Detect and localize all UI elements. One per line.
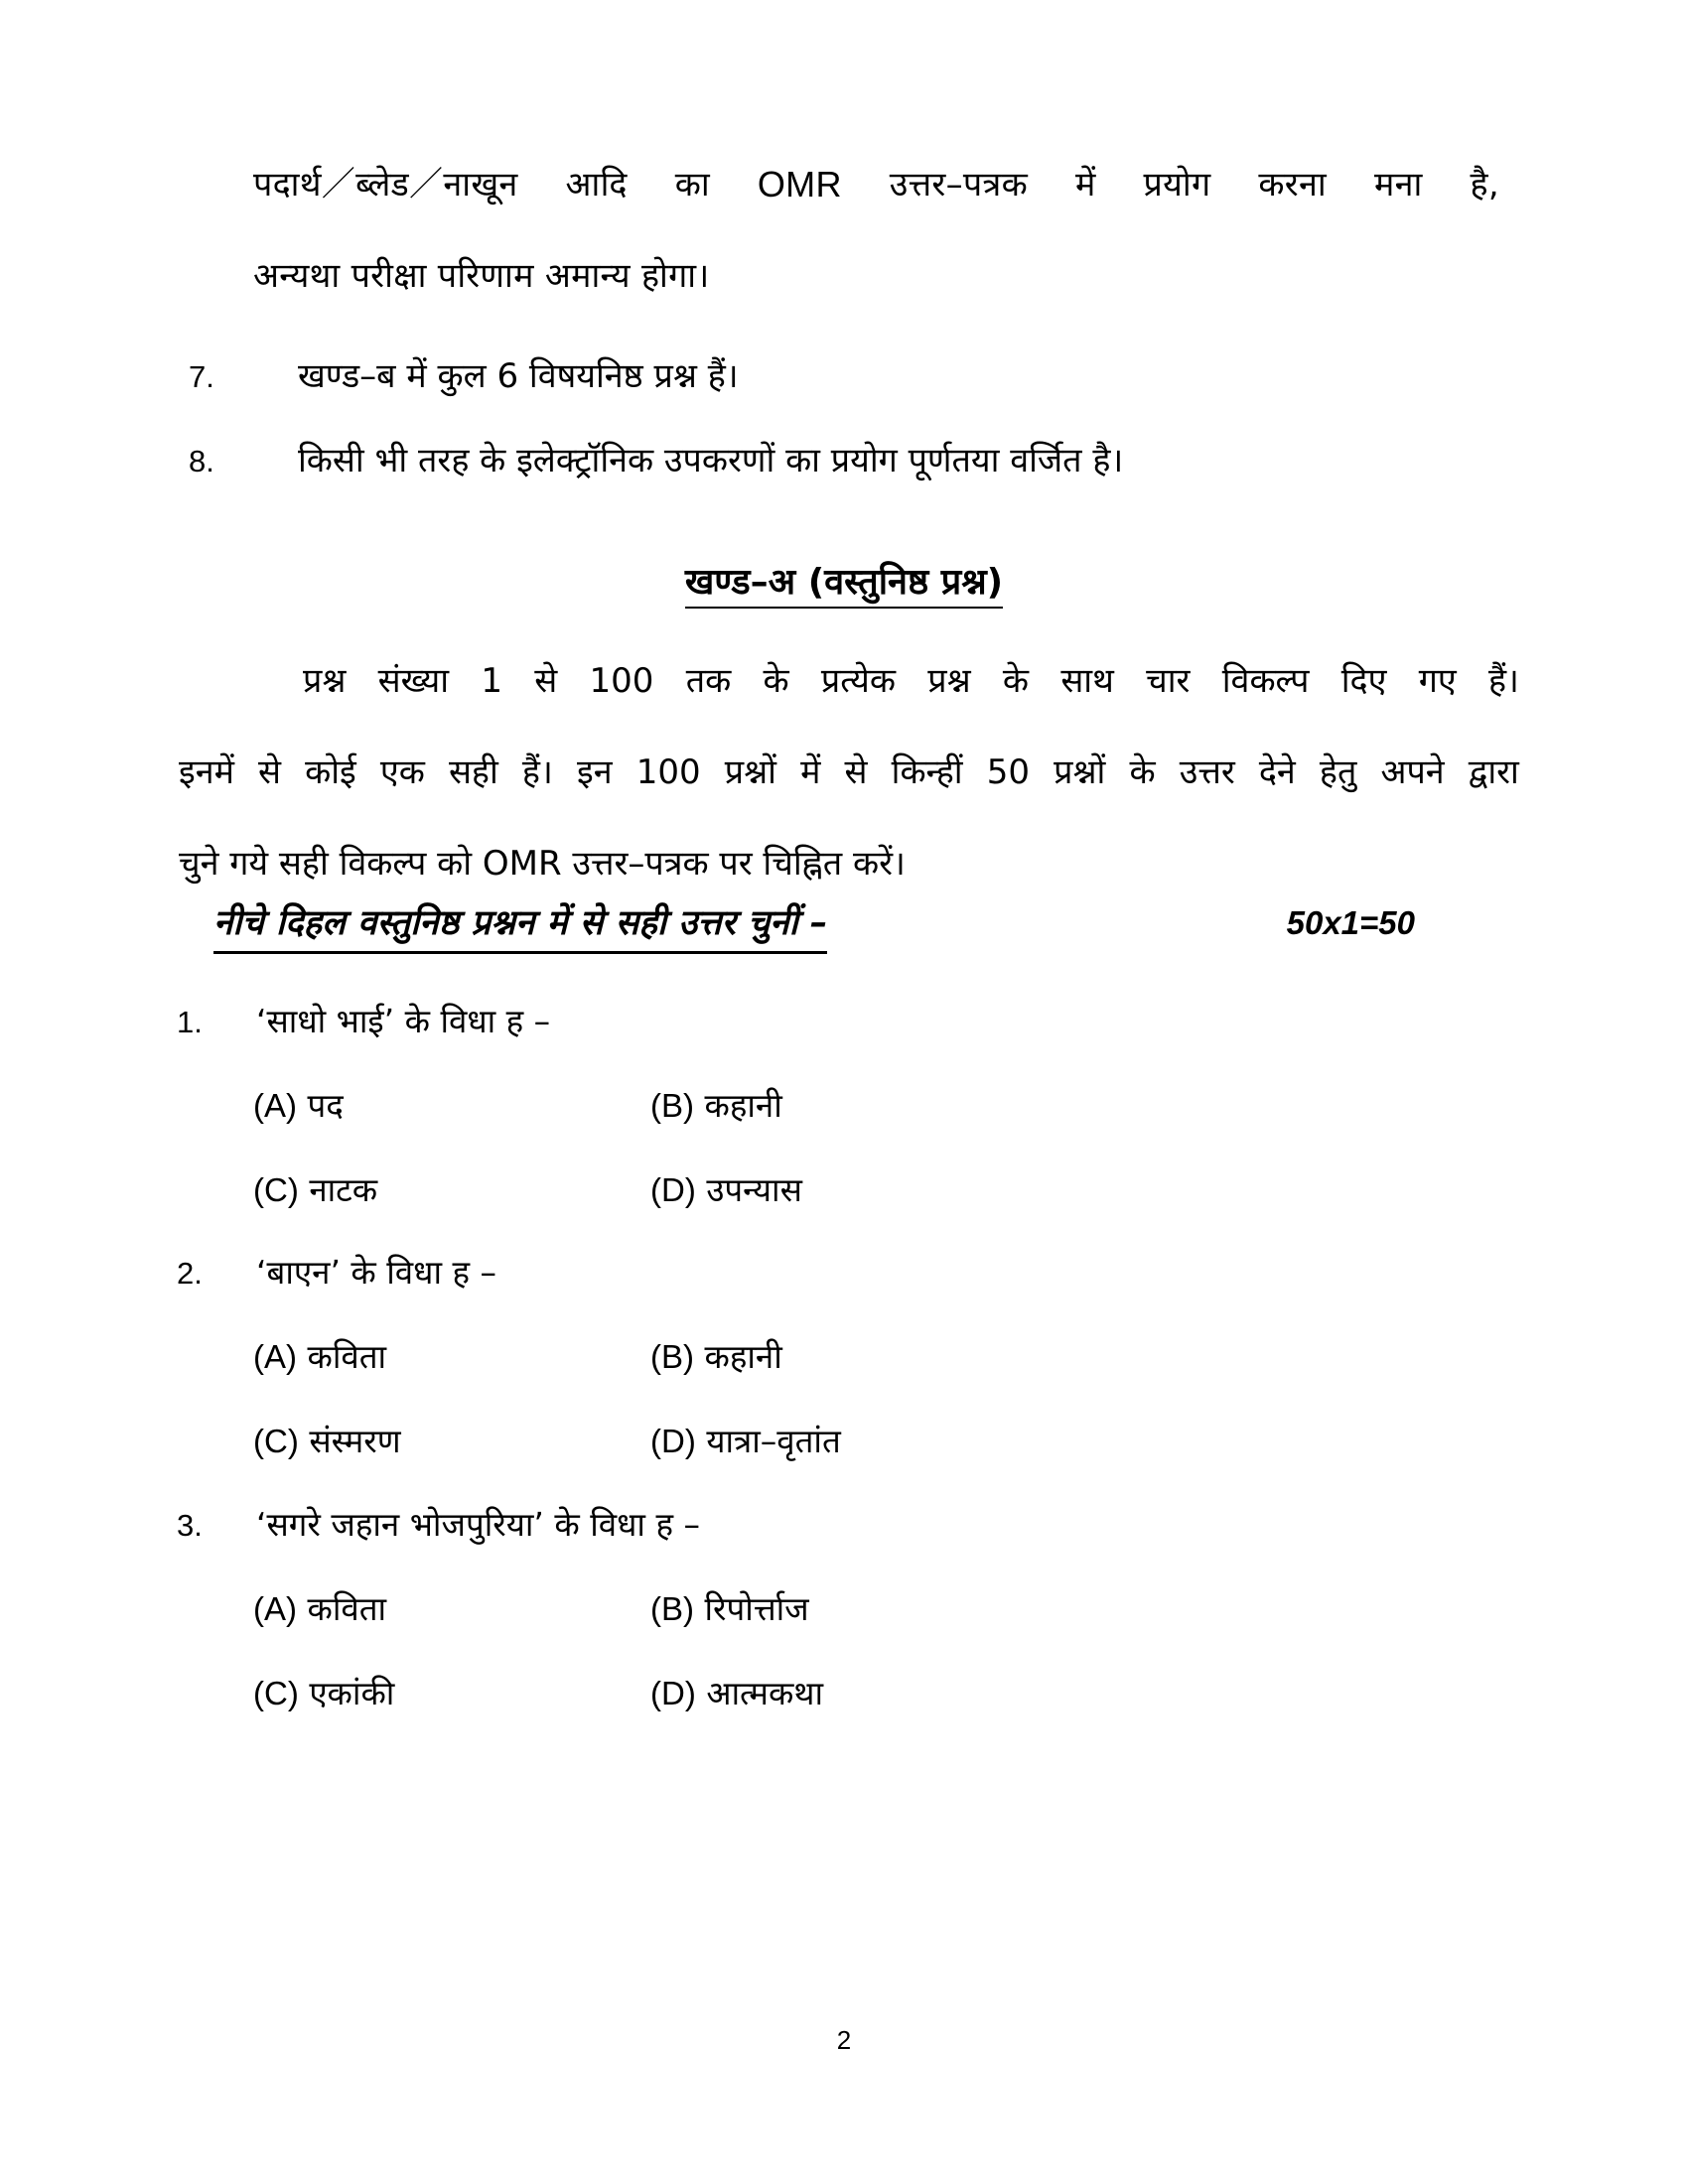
option-text: उपन्यास bbox=[706, 1170, 802, 1209]
para-word: द्वारा bbox=[1468, 752, 1519, 792]
para-word: 100 bbox=[635, 752, 701, 792]
question-number: 3. bbox=[177, 1508, 203, 1543]
para-word: कोई bbox=[305, 752, 356, 792]
para-word: इन bbox=[577, 752, 613, 792]
question-2 bbox=[177, 1249, 1539, 1294]
para-word: प्रत्येक bbox=[820, 661, 896, 701]
instruction-number: 7. bbox=[189, 359, 214, 394]
para-word: से bbox=[534, 661, 558, 701]
option-text: कहानी bbox=[704, 1337, 782, 1376]
para-word: विकल्प bbox=[1221, 661, 1310, 701]
option-label: (C) bbox=[253, 1675, 299, 1711]
option-label: (A) bbox=[253, 1338, 297, 1375]
para-word: हेतु bbox=[1319, 752, 1357, 792]
question-number: 2. bbox=[177, 1256, 203, 1291]
question-text: ‘बाएन’ के विधा ह – bbox=[256, 1253, 496, 1292]
para-word: सही bbox=[448, 752, 498, 792]
para-word: देने bbox=[1258, 752, 1296, 792]
para-word: प्रश्नों bbox=[724, 752, 776, 792]
cont-word-2: आदि bbox=[565, 165, 628, 205]
cont-word-9: है, bbox=[1470, 165, 1499, 205]
para-word: तक bbox=[685, 661, 732, 701]
question-3-options-row-2 bbox=[253, 1670, 1539, 1714]
option-d[interactable] bbox=[650, 1670, 823, 1714]
para-word: किन्हीं bbox=[891, 752, 963, 792]
para-word: 50 bbox=[986, 752, 1030, 792]
option-a[interactable] bbox=[253, 1585, 650, 1630]
option-label: (C) bbox=[253, 1423, 299, 1459]
option-b[interactable] bbox=[650, 1333, 782, 1378]
continued-instruction-line-2: अन्यथा परीक्षा परिणाम अमान्य होगा। bbox=[253, 256, 710, 296]
option-label: (A) bbox=[253, 1087, 297, 1124]
option-text: आत्मकथा bbox=[706, 1674, 824, 1712]
option-label: (D) bbox=[650, 1423, 696, 1459]
page-number: 2 bbox=[836, 2025, 852, 2055]
section-heading-text: खण्ड–अ (वस्तुनिष्ठ प्रश्न) bbox=[685, 562, 1003, 609]
question-3 bbox=[177, 1501, 1539, 1546]
para-word: से bbox=[844, 752, 868, 792]
option-text: एकांकी bbox=[309, 1674, 395, 1712]
instruction-text: खण्ड–ब में कुल 6 विषयनिष्ठ प्रश्न हैं। bbox=[298, 356, 739, 396]
option-text: कविता bbox=[307, 1589, 387, 1628]
cont-word-1: पदार्थ／ब्लेड／नाखून bbox=[253, 165, 518, 205]
para-word: में bbox=[800, 752, 821, 792]
intro-paragraph-line-2 bbox=[179, 727, 1519, 818]
option-label: (B) bbox=[650, 1338, 694, 1375]
option-text: संस्मरण bbox=[309, 1422, 401, 1460]
para-word: 100 bbox=[589, 661, 654, 701]
option-c[interactable] bbox=[253, 1418, 650, 1462]
option-text: रिपोर्त्ताज bbox=[704, 1589, 809, 1628]
directive-row bbox=[213, 898, 1509, 954]
cont-word-8: मना bbox=[1373, 165, 1423, 205]
question-1-options-row-2 bbox=[253, 1166, 1539, 1211]
cont-word-omr: OMR bbox=[757, 164, 842, 205]
para-word: के bbox=[1129, 752, 1156, 792]
question-2-options-row-1 bbox=[253, 1333, 1539, 1378]
instruction-text: किसी भी तरह के इलेक्ट्रॉनिक उपकरणों का प्रयोग पूर्णतया वर्जित है। bbox=[298, 441, 1124, 480]
option-label: (D) bbox=[650, 1171, 696, 1208]
para-word: हैं। bbox=[521, 752, 553, 792]
para-word: उत्तर bbox=[1179, 752, 1235, 792]
cont-word-4: उत्तर–पत्रक bbox=[889, 165, 1029, 205]
para-word: संख्या bbox=[377, 661, 450, 701]
cont-word-5: में bbox=[1074, 165, 1096, 205]
continued-instruction-block bbox=[253, 139, 1499, 322]
intro-paragraph-line-3: चुने गये सही विकल्प को OMR उत्तर–पत्रक पर चिह्नित करें। bbox=[179, 844, 906, 884]
option-a[interactable] bbox=[253, 1333, 650, 1378]
option-a[interactable] bbox=[253, 1082, 650, 1127]
option-label: (B) bbox=[650, 1590, 694, 1627]
para-word: गए bbox=[1418, 661, 1457, 701]
question-1-options-row-1 bbox=[253, 1082, 1539, 1127]
cont-word-6: प्रयोग bbox=[1143, 165, 1211, 205]
intro-paragraph bbox=[179, 635, 1519, 909]
option-text: यात्रा–वृतांत bbox=[706, 1422, 841, 1460]
para-word: एक bbox=[379, 752, 425, 792]
option-b[interactable] bbox=[650, 1585, 809, 1630]
continued-instruction-line-1 bbox=[253, 139, 1499, 230]
intro-paragraph-line-1 bbox=[179, 635, 1519, 727]
instruction-item-7 bbox=[189, 352, 1539, 401]
option-text: पद bbox=[307, 1086, 344, 1125]
cont-word-3: का bbox=[674, 165, 710, 205]
option-label: (B) bbox=[650, 1087, 694, 1124]
option-text: कविता bbox=[307, 1337, 387, 1376]
instruction-number: 8. bbox=[189, 444, 214, 478]
question-text: ‘साधो भाई’ के विधा ह – bbox=[256, 1002, 551, 1040]
question-number: 1. bbox=[177, 1005, 203, 1039]
option-b[interactable] bbox=[650, 1082, 782, 1127]
para-word: 1 bbox=[481, 661, 502, 701]
para-word: प्रश्न bbox=[303, 661, 347, 701]
question-3-options-row-1 bbox=[253, 1585, 1539, 1630]
para-word: अपने bbox=[1380, 752, 1445, 792]
para-word: हैं। bbox=[1487, 661, 1519, 701]
option-d[interactable] bbox=[650, 1166, 802, 1211]
question-2-options-row-2 bbox=[253, 1418, 1539, 1462]
para-word: चार bbox=[1146, 661, 1191, 701]
para-word: दिए bbox=[1340, 661, 1387, 701]
instruction-item-8 bbox=[189, 437, 1539, 485]
para-word: से bbox=[258, 752, 282, 792]
option-c[interactable] bbox=[253, 1166, 650, 1211]
cont-word-7: करना bbox=[1258, 165, 1327, 205]
para-word: इनमें bbox=[179, 752, 234, 792]
para-word: के bbox=[763, 661, 789, 701]
marks-label: 50x1=50 bbox=[1286, 904, 1415, 941]
option-label: (A) bbox=[253, 1590, 297, 1627]
section-heading bbox=[0, 556, 1688, 605]
question-1 bbox=[177, 998, 1539, 1042]
option-label: (D) bbox=[650, 1675, 696, 1711]
option-text: नाटक bbox=[309, 1170, 378, 1209]
option-d[interactable] bbox=[650, 1418, 841, 1462]
option-c[interactable] bbox=[253, 1670, 650, 1714]
question-text: ‘सगरे जहान भोजपुरिया’ के विधा ह – bbox=[256, 1505, 700, 1544]
directive-text: नीचे दिहल वस्तुनिष्ठ प्रश्नन में से सही उत्तर चुनीं – bbox=[213, 898, 827, 954]
para-word: साथ bbox=[1060, 661, 1114, 701]
para-word: के bbox=[1002, 661, 1030, 701]
para-word: प्रश्नों bbox=[1054, 752, 1106, 792]
para-word: प्रश्न bbox=[927, 661, 971, 701]
option-text: कहानी bbox=[704, 1086, 782, 1125]
option-label: (C) bbox=[253, 1171, 299, 1208]
